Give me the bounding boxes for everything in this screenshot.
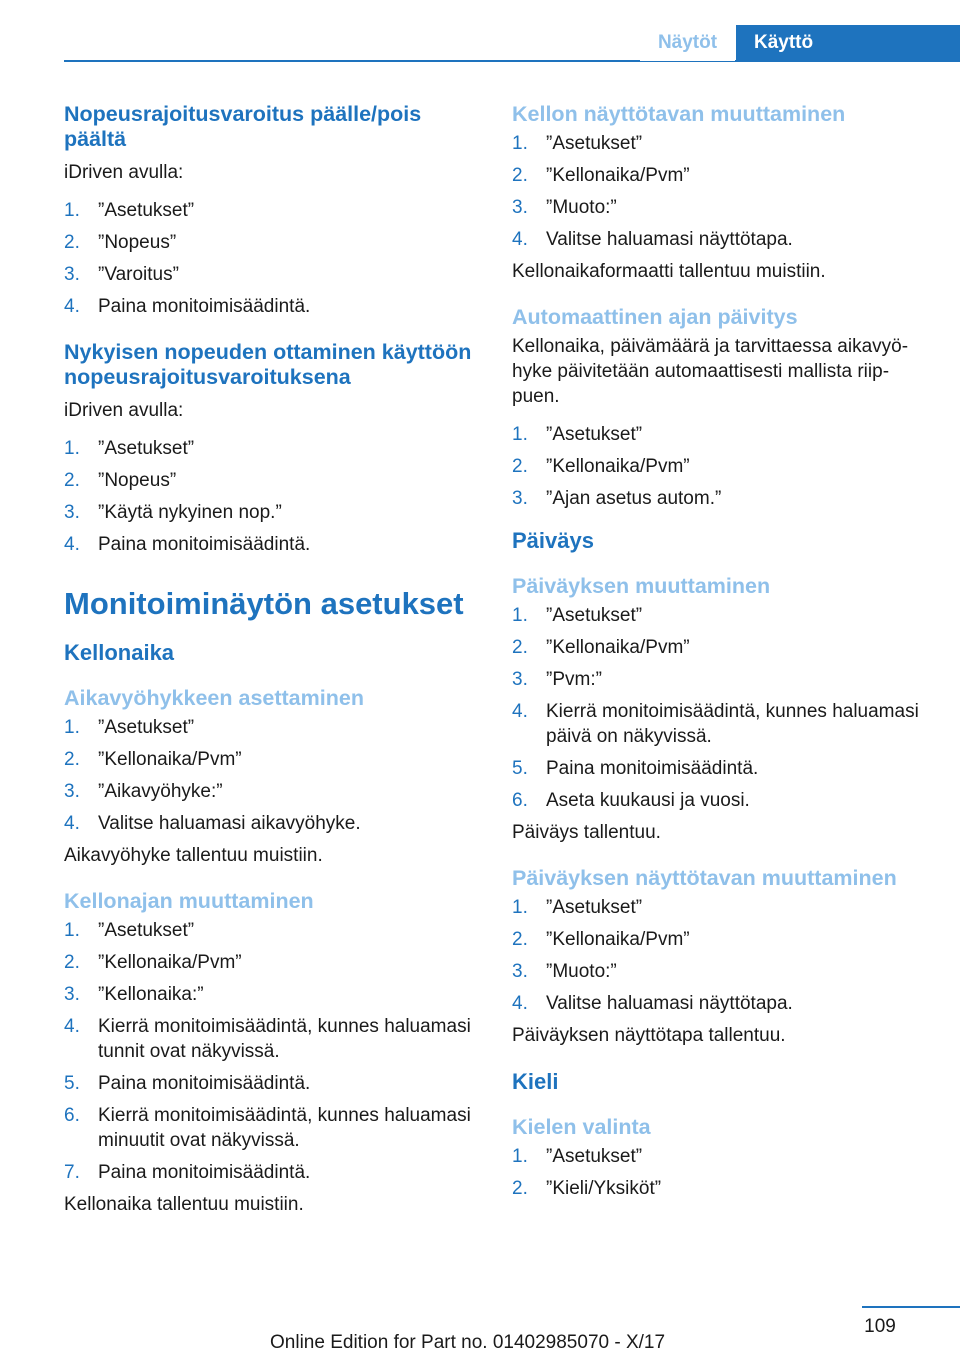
page-number-rule <box>862 1306 960 1308</box>
section-title: Nopeusrajoitusvaroitus päälle/pois päältä <box>64 102 422 151</box>
list-item <box>64 436 472 461</box>
outro-text: Aikavyöhyke tallentuu muistiin. <box>64 845 323 866</box>
step-number: 5. <box>512 758 528 779</box>
step-number: 1. <box>512 605 528 626</box>
list-item <box>512 227 920 252</box>
outro-text: Päiväys tallentuu. <box>512 822 661 843</box>
step-number: 2. <box>512 1178 528 1199</box>
step-number: 4. <box>64 534 80 555</box>
step-text: Kierrä monitoimisäädintä, kunnes haluamasi minuutit ovat näkyvissä. <box>98 1105 471 1151</box>
step-text: Valitse haluamasi näyttötapa. <box>546 993 793 1014</box>
list-item <box>64 982 472 1007</box>
section-title: Automaattinen ajan päivitys <box>512 305 798 329</box>
step-number: 3. <box>512 488 528 509</box>
step-number: 2. <box>64 470 80 491</box>
intro-text: Kellonaika, päivämäärä ja tarvittaessa aikavyöhyke päivitetään automaattisesti mallista riippuen. <box>512 336 909 407</box>
list-item <box>512 635 920 660</box>
list-item <box>512 756 920 781</box>
step-text: ”Asetukset” <box>546 133 643 154</box>
step-text: ”Kellonaika/Pvm” <box>98 952 242 973</box>
step-number: 1. <box>64 200 80 221</box>
step-text: ”Ajan asetus autom.” <box>546 488 722 509</box>
step-number: 1. <box>512 1146 528 1167</box>
step-text: ”Nopeus” <box>98 232 177 253</box>
step-number: 4. <box>64 813 80 834</box>
step-number: 3. <box>64 502 80 523</box>
step-text: Kierrä monitoimisäädintä, kunnes haluamasi päivä on näkyvissä. <box>546 701 919 747</box>
step-list <box>512 131 920 252</box>
step-list <box>512 1144 920 1201</box>
step-number: 3. <box>512 197 528 218</box>
list-item <box>512 195 920 220</box>
list-item <box>512 699 920 749</box>
step-text: ”Kellonaika/Pvm” <box>546 929 690 950</box>
list-item <box>64 950 472 975</box>
step-text: ”Kellonaika:” <box>98 984 204 1005</box>
list-item <box>64 294 472 319</box>
step-number: 7. <box>64 1162 80 1183</box>
step-number: 1. <box>512 897 528 918</box>
step-text: Valitse haluamasi näyttötapa. <box>546 229 793 250</box>
step-number: 4. <box>512 701 528 722</box>
step-number: 6. <box>64 1105 80 1126</box>
step-list <box>64 918 472 1185</box>
step-number: 2. <box>64 952 80 973</box>
step-text: ”Asetukset” <box>546 605 643 626</box>
section-title: Kielen valinta <box>512 1115 651 1139</box>
page-number: 109 <box>864 1316 896 1337</box>
step-number: 3. <box>512 669 528 690</box>
step-number: 2. <box>64 749 80 770</box>
list-item <box>512 1176 920 1201</box>
step-text: ”Asetukset” <box>546 1146 643 1167</box>
step-text: ”Kellonaika/Pvm” <box>546 456 690 477</box>
step-text: ”Asetukset” <box>98 920 195 941</box>
step-text: ”Aikavyöhyke:” <box>98 781 223 802</box>
step-number: 2. <box>512 165 528 186</box>
step-number: 1. <box>64 717 80 738</box>
section-title: Aikavyöhykkeen asettaminen <box>64 686 364 710</box>
step-number: 3. <box>64 781 80 802</box>
list-item <box>512 959 920 984</box>
list-item <box>64 468 472 493</box>
chapter-title: Monitoiminäytön asetukset <box>64 586 464 621</box>
list-item <box>64 747 472 772</box>
list-item <box>512 991 920 1016</box>
step-text: ”Nopeus” <box>98 470 177 491</box>
step-number: 2. <box>64 232 80 253</box>
step-text: Kierrä monitoimisäädintä, kunnes haluamasi tunnit ovat näkyvissä. <box>98 1016 471 1062</box>
list-item <box>64 1014 472 1064</box>
tab-naytot[interactable]: Näytöt <box>640 25 735 61</box>
step-text: ”Asetukset” <box>546 424 643 445</box>
step-text: ”Varoitus” <box>98 264 179 285</box>
list-item <box>512 454 920 479</box>
step-number: 1. <box>64 920 80 941</box>
list-item <box>512 895 920 920</box>
step-text: Paina monitoimisäädintä. <box>98 296 311 317</box>
footer-edition: Online Edition for Part no. 01402985070 - X/17 <box>270 1332 666 1353</box>
list-item <box>64 918 472 943</box>
step-text: ”Muoto:” <box>546 961 617 982</box>
step-list <box>512 895 920 1016</box>
outro-text: Kellonaikaformaatti tallentuu muistiin. <box>512 261 826 282</box>
section-title: Nykyisen nopeuden ottaminen käyttöön nopeusrajoitusvaroituksena <box>64 340 472 389</box>
list-item <box>512 131 920 156</box>
list-item <box>512 163 920 188</box>
list-item <box>512 1144 920 1169</box>
step-number: 2. <box>512 929 528 950</box>
right-column <box>512 102 920 1208</box>
subchapter-title: Kieli <box>512 1069 559 1094</box>
list-item <box>64 1103 472 1153</box>
step-text: Paina monitoimisäädintä. <box>98 1073 311 1094</box>
tab-kaytto[interactable]: Käyttö <box>736 25 960 61</box>
list-item <box>64 532 472 557</box>
step-text: ”Asetukset” <box>98 717 195 738</box>
step-number: 4. <box>512 993 528 1014</box>
step-number: 4. <box>64 296 80 317</box>
step-text: ”Pvm:” <box>546 669 602 690</box>
step-text: Paina monitoimisäädintä. <box>98 534 311 555</box>
subchapter-title: Kellonaika <box>64 640 175 665</box>
step-text: ”Käytä nykyinen nop.” <box>98 502 282 523</box>
list-item <box>64 262 472 287</box>
list-item <box>64 500 472 525</box>
list-item <box>64 715 472 740</box>
step-number: 4. <box>512 229 528 250</box>
step-text: ”Kieli/Yksiköt” <box>546 1178 662 1199</box>
subchapter-title: Päiväys <box>512 528 594 553</box>
step-text: Aseta kuukausi ja vuosi. <box>546 790 750 811</box>
list-item <box>512 486 920 511</box>
outro-text: Päiväyksen näyttötapa tallentuu. <box>512 1025 786 1046</box>
step-number: 1. <box>512 424 528 445</box>
step-text: ”Asetukset” <box>546 897 643 918</box>
section-title: Päiväyksen näyttötavan muuttaminen <box>512 866 897 890</box>
step-text: ”Kellonaika/Pvm” <box>546 165 690 186</box>
step-text: Paina monitoimisäädintä. <box>546 758 759 779</box>
outro-text: Kellonaika tallentuu muistiin. <box>64 1194 304 1215</box>
step-number: 2. <box>512 637 528 658</box>
step-text: ”Kellonaika/Pvm” <box>546 637 690 658</box>
list-item <box>64 779 472 804</box>
step-list <box>64 436 472 557</box>
step-number: 3. <box>64 264 80 285</box>
step-number: 4. <box>64 1016 80 1037</box>
step-number: 3. <box>64 984 80 1005</box>
list-item <box>64 1071 472 1096</box>
intro-text: iDriven avulla: <box>64 400 184 421</box>
step-text: Valitse haluamasi aikavyöhyke. <box>98 813 361 834</box>
list-item <box>64 230 472 255</box>
step-list <box>512 603 920 813</box>
intro-text: iDriven avulla: <box>64 162 184 183</box>
step-number: 5. <box>64 1073 80 1094</box>
step-text: ”Muoto:” <box>546 197 617 218</box>
section-title: Päiväyksen muuttaminen <box>512 574 771 598</box>
step-number: 3. <box>512 961 528 982</box>
step-list <box>64 198 472 319</box>
list-item <box>64 1160 472 1185</box>
list-item <box>512 927 920 952</box>
list-item <box>512 603 920 628</box>
list-item <box>512 422 920 447</box>
step-number: 6. <box>512 790 528 811</box>
step-text: ”Asetukset” <box>98 438 195 459</box>
list-item <box>512 667 920 692</box>
list-item <box>64 811 472 836</box>
section-title: Kellon näyttötavan muuttaminen <box>512 102 846 126</box>
left-column <box>64 102 472 1230</box>
list-item <box>512 788 920 813</box>
step-list <box>64 715 472 836</box>
step-number: 2. <box>512 456 528 477</box>
step-text: ”Kellonaika/Pvm” <box>98 749 242 770</box>
step-number: 1. <box>64 438 80 459</box>
step-text: ”Asetukset” <box>98 200 195 221</box>
list-item <box>64 198 472 223</box>
step-text: Paina monitoimisäädintä. <box>98 1162 311 1183</box>
step-number: 1. <box>512 133 528 154</box>
section-title: Kellonajan muuttaminen <box>64 889 314 913</box>
step-list <box>512 422 920 511</box>
